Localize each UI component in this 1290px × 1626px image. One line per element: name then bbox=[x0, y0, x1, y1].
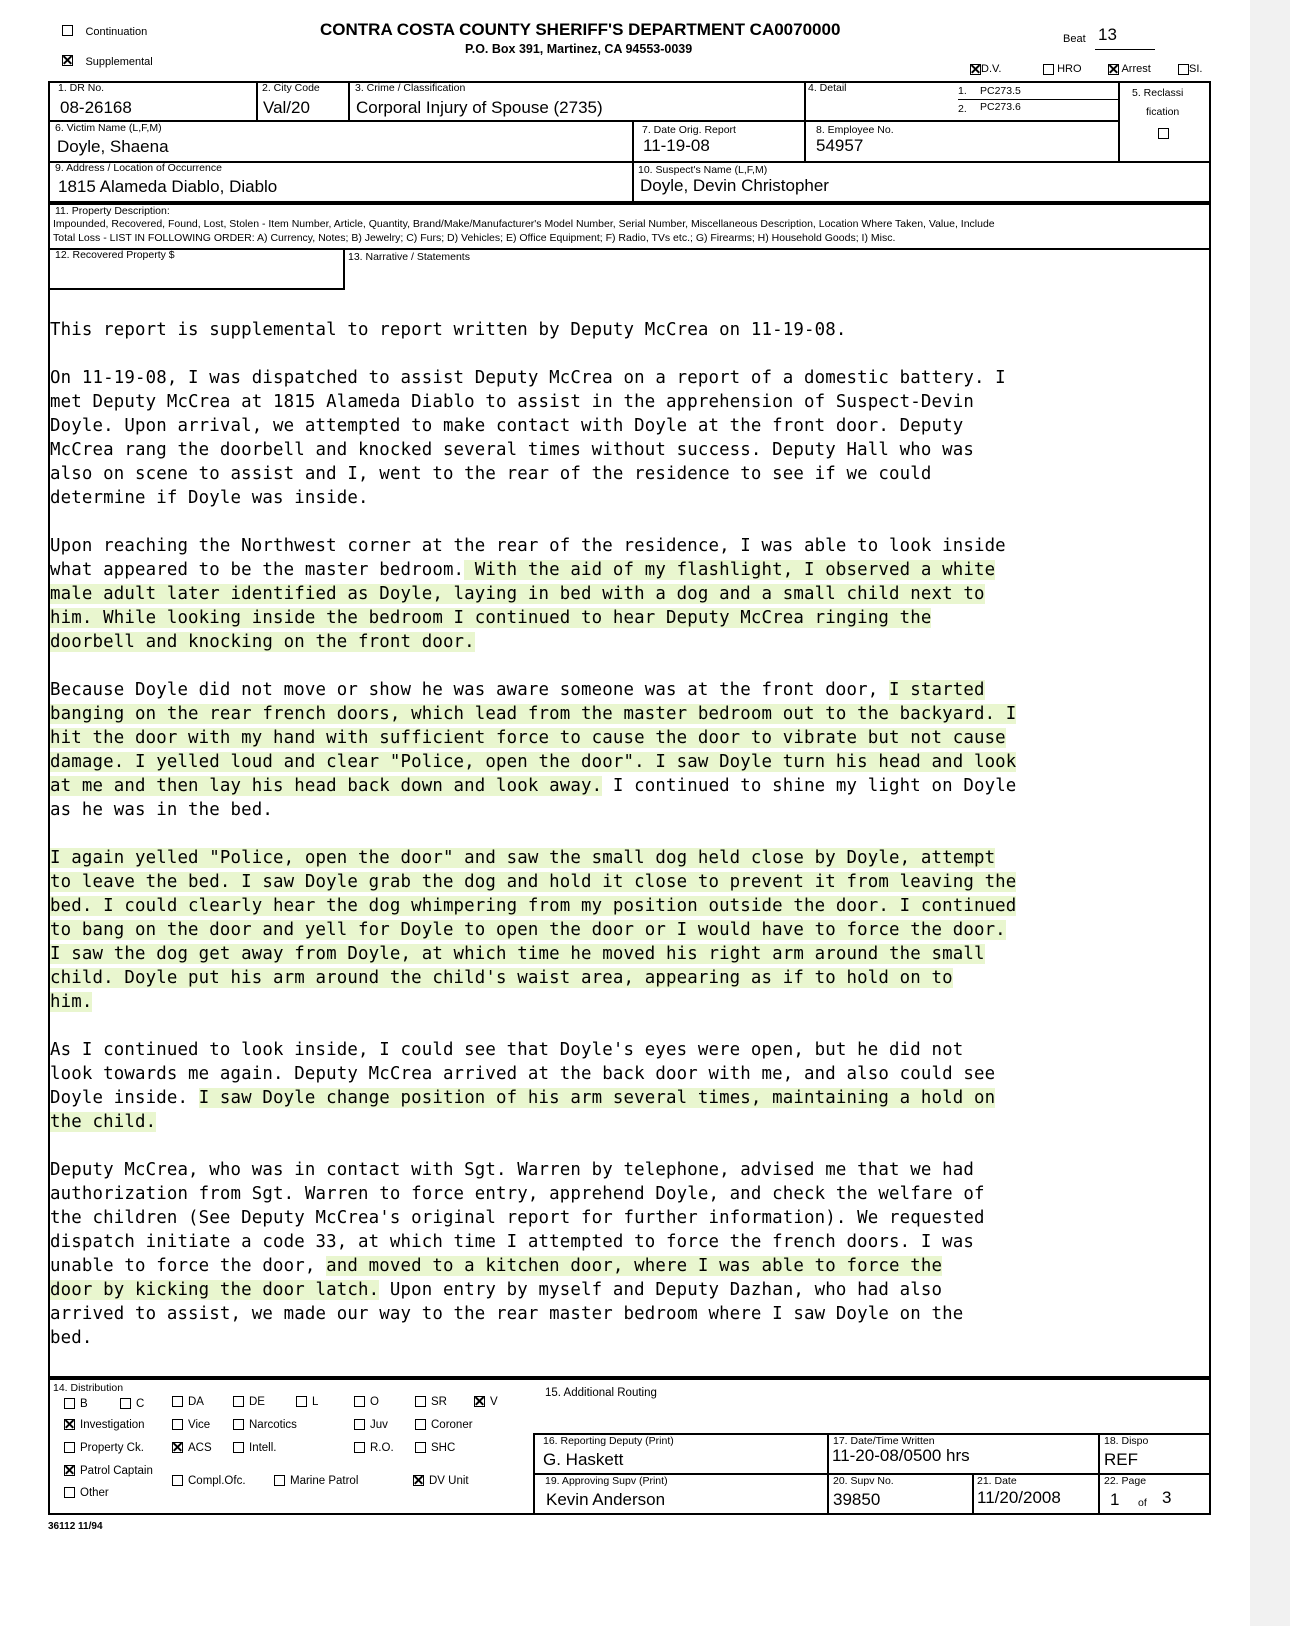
signature-col-divider bbox=[972, 1473, 974, 1515]
distribution-option[interactable] bbox=[413, 1475, 469, 1487]
dv-label: D.V. bbox=[981, 63, 1002, 75]
distribution-option-label: Juv bbox=[370, 1419, 388, 1431]
supv-no-value: 39850 bbox=[833, 1490, 881, 1509]
page-total: 3 bbox=[1162, 1488, 1172, 1507]
distribution-option[interactable] bbox=[296, 1396, 318, 1408]
distribution-checkbox[interactable] bbox=[64, 1398, 75, 1409]
distribution-option-label: Marine Patrol bbox=[290, 1475, 359, 1487]
employee-label: 8. Employee No. bbox=[816, 124, 894, 136]
reclassification-label-2: fication bbox=[1146, 106, 1180, 118]
distribution-option[interactable] bbox=[354, 1396, 379, 1408]
col-divider bbox=[804, 81, 806, 161]
distribution-checkbox[interactable] bbox=[354, 1419, 365, 1430]
distribution-checkbox[interactable] bbox=[64, 1487, 75, 1498]
distribution-checkbox[interactable] bbox=[233, 1419, 244, 1430]
supplemental-checkbox[interactable] bbox=[62, 55, 73, 66]
distribution-option[interactable] bbox=[172, 1419, 210, 1431]
distribution-option-label: O bbox=[370, 1396, 379, 1408]
hro-label: HRO bbox=[1057, 63, 1082, 75]
dr-no-label: 1. DR No. bbox=[58, 82, 105, 94]
detail-1-number: 1. bbox=[958, 85, 967, 97]
dr-no-value: 08-26168 bbox=[60, 98, 132, 117]
distribution-option-label: R.O. bbox=[370, 1442, 394, 1454]
detail-2-value: PC273.6 bbox=[980, 101, 1021, 113]
narrative-p4: Because Doyle did not move or show he was aware someone was at the front door, bbox=[50, 680, 889, 700]
distribution-checkbox[interactable] bbox=[172, 1419, 183, 1430]
page-label: 22. Page bbox=[1104, 1475, 1147, 1487]
distribution-option[interactable] bbox=[64, 1442, 144, 1454]
page-number: 1 bbox=[1110, 1490, 1120, 1509]
beat-underline bbox=[1095, 49, 1155, 50]
col-divider bbox=[632, 120, 634, 203]
col-divider bbox=[1118, 81, 1120, 161]
narrative-p7-highlight: and moved to a kitchen door, where I was able to force the door by kicking the door latch. bbox=[50, 1256, 943, 1300]
narrative-p5-highlight: I again yelled "Police, open the door" and saw the small dog held close by Doyle, attempt to leave the bed. I saw Doyle grab the dog and hold it close to prevent it from leaving the bed. I could clearly hear the dog whimpering from my position outside the door. I continued to bang on the door and yell for Doyle to open the door or I would have to force the door. I saw the dog get away from Doyle, at which time he moved his right arm around the small child. Doyle put his arm around the child's waist area, appearing as if to hold on to him. bbox=[50, 848, 1017, 1012]
distribution-option[interactable] bbox=[233, 1442, 277, 1454]
reclassification-checkbox[interactable] bbox=[1158, 128, 1169, 139]
distribution-label: 14. Distribution bbox=[53, 1382, 124, 1394]
victim-value: Doyle, Shaena bbox=[57, 137, 169, 156]
distribution-checkbox[interactable] bbox=[296, 1396, 307, 1407]
distribution-option-label: Narcotics bbox=[249, 1419, 297, 1431]
narrative-p6: As I continued to look inside, I could see that Doyle's eyes were open, but he did not look towards me again. Deputy McCrea arrived at the back door with me, and also could see Doyle inside. bbox=[50, 1040, 996, 1108]
narrative-p7: Deputy McCrea, who was in contact with Sgt. Warren by telephone, advised me that we had authorization from Sgt. Warren to force entry, apprehend Doyle, and check the welfare of the children (See Deputy McCrea's original report for further information). We requested dispatch initiate a code 33, at which time I attempted to force the french doors. I was unable to force the door, bbox=[50, 1160, 985, 1276]
row-divider-2 bbox=[48, 161, 1211, 163]
distribution-option-label: DA bbox=[188, 1396, 204, 1408]
property-instructions-2: Total Loss - LIST IN FOLLOWING ORDER: A) Currency, Notes; B) Jewelry; C) Furs; D) Vehicles; E) Office Equipment; F) Radio, TVs etc.; G) Firearms; H) Household Goods; I) Misc. bbox=[53, 232, 896, 244]
narrative-p6-highlight: I saw Doyle change position of his arm several times, maintaining a hold on the child. bbox=[50, 1088, 996, 1132]
distribution-checkbox[interactable] bbox=[354, 1442, 365, 1453]
beat-label: Beat bbox=[1063, 33, 1086, 45]
city-code-label: 2. City Code bbox=[262, 82, 320, 94]
dispo-label: 18. Dispo bbox=[1104, 1435, 1149, 1447]
distribution-option-label: Property Ck. bbox=[80, 1442, 144, 1454]
narrative-p4-end: I continued to shine my light on Doyle as he was in the bed. bbox=[50, 776, 1017, 820]
distribution-checkbox[interactable] bbox=[415, 1419, 426, 1430]
approving-supv-label: 19. Approving Supv (Print) bbox=[545, 1475, 668, 1487]
distribution-option-label: Patrol Captain bbox=[80, 1465, 153, 1477]
supplemental-label: Supplemental bbox=[85, 56, 153, 68]
detail-label: 4. Detail bbox=[808, 82, 847, 94]
department-title: CONTRA COSTA COUNTY SHERIFF'S DEPARTMENT CA0070000 bbox=[320, 20, 841, 39]
narrative-text bbox=[50, 318, 1200, 1350]
supv-no-label: 20. Supv No. bbox=[833, 1475, 894, 1487]
distribution-option-label: B bbox=[80, 1398, 88, 1410]
distribution-checkbox[interactable] bbox=[172, 1396, 183, 1407]
distribution-option[interactable] bbox=[172, 1442, 212, 1454]
distribution-option-label: C bbox=[136, 1398, 145, 1410]
distribution-option[interactable] bbox=[415, 1442, 455, 1454]
form-number: 36112 11/94 bbox=[48, 1521, 103, 1532]
dispo-value: REF bbox=[1104, 1450, 1138, 1469]
distribution-option-label: L bbox=[312, 1396, 319, 1408]
distribution-option[interactable] bbox=[64, 1398, 88, 1410]
distribution-checkbox[interactable] bbox=[64, 1465, 75, 1476]
arrest-checkbox[interactable] bbox=[1108, 64, 1119, 75]
crime-label: 3. Crime / Classification bbox=[355, 82, 466, 94]
supplemental-option[interactable] bbox=[62, 52, 153, 70]
arrest-label: Arrest bbox=[1121, 63, 1151, 75]
distribution-option-label: Other bbox=[80, 1487, 109, 1499]
distribution-checkbox[interactable] bbox=[474, 1396, 485, 1407]
distribution-option[interactable] bbox=[354, 1442, 394, 1454]
distribution-checkbox[interactable] bbox=[413, 1475, 424, 1486]
si-checkbox[interactable] bbox=[1178, 64, 1189, 75]
arrest-option[interactable] bbox=[1108, 63, 1151, 75]
dv-option[interactable] bbox=[970, 63, 1001, 75]
reclassification-option[interactable] bbox=[1158, 125, 1169, 143]
hro-option[interactable] bbox=[1043, 63, 1082, 75]
beat-value: 13 bbox=[1098, 25, 1117, 44]
approving-supv-value: Kevin Anderson bbox=[546, 1490, 666, 1509]
date-written-label: 17. Date/Time Written bbox=[833, 1435, 935, 1447]
dv-checkbox[interactable] bbox=[970, 64, 981, 75]
distribution-option[interactable] bbox=[64, 1487, 109, 1499]
distribution-checkbox[interactable] bbox=[64, 1442, 75, 1453]
detail-divider bbox=[958, 99, 1118, 100]
distribution-option[interactable] bbox=[120, 1398, 144, 1410]
continuation-label: Continuation bbox=[85, 26, 148, 38]
hro-checkbox[interactable] bbox=[1043, 64, 1054, 75]
date-orig-value: 11-19-08 bbox=[643, 136, 710, 155]
detail-1-value: PC273.5 bbox=[980, 85, 1021, 97]
property-instructions-1: Impounded, Recovered, Found, Lost, Stolen - Item Number, Article, Quantity, Brand/Make/Manufacturer's Model Number, Serial Number, Miscellaneous Description, Location Where Taken, Value, Include bbox=[53, 218, 995, 230]
narrative-p3: Upon reaching the Northwest corner at the rear of the residence, I was able to look inside what appeared to be the master bedroom. bbox=[50, 536, 1006, 580]
signature-col-divider bbox=[1098, 1433, 1100, 1515]
additional-routing-label: 15. Additional Routing bbox=[545, 1387, 657, 1399]
distribution-option-label: Compl.Ofc. bbox=[188, 1475, 246, 1487]
reclassification-label: 5. Reclassi bbox=[1132, 87, 1184, 99]
distribution-option[interactable] bbox=[64, 1419, 145, 1431]
distribution-checkbox[interactable] bbox=[415, 1442, 426, 1453]
distribution-checkbox[interactable] bbox=[172, 1442, 183, 1453]
suspect-label: 10. Suspect's Name (L,F,M) bbox=[638, 164, 768, 176]
date-written-value: 11-20-08/0500 hrs bbox=[832, 1446, 970, 1465]
employee-value: 54957 bbox=[816, 136, 864, 155]
distribution-option[interactable] bbox=[274, 1475, 358, 1487]
distribution-checkbox[interactable] bbox=[120, 1398, 131, 1409]
col-divider bbox=[256, 81, 258, 121]
continuation-checkbox[interactable] bbox=[62, 25, 73, 36]
col-divider bbox=[348, 81, 350, 121]
distribution-checkbox[interactable] bbox=[274, 1475, 285, 1486]
distribution-checkbox[interactable] bbox=[64, 1419, 75, 1430]
narrative-label: 13. Narrative / Statements bbox=[348, 251, 470, 263]
distribution-option[interactable] bbox=[354, 1419, 388, 1431]
distribution-option[interactable] bbox=[415, 1396, 447, 1408]
date-value: 11/20/2008 bbox=[977, 1488, 1061, 1507]
distribution-option-label: DE bbox=[249, 1396, 265, 1408]
distribution-option[interactable] bbox=[233, 1419, 297, 1431]
distribution-checkbox[interactable] bbox=[233, 1442, 244, 1453]
department-address: P.O. Box 391, Martinez, CA 94553-0039 bbox=[465, 42, 693, 56]
narrative-p3-highlight: With the aid of my flashlight, I observed a white male adult later identified as Doyle, laying in bed with a dog and a small child next to him. While looking inside the bedroom I continued to hear Deputy McCrea ringing the doorbell and knocking on the front door. bbox=[50, 560, 996, 652]
narrative-p1: This report is supplemental to report written by Deputy McCrea on 11-19-08. bbox=[50, 320, 847, 340]
distribution-checkbox[interactable] bbox=[415, 1396, 426, 1407]
distribution-option-label: Intell. bbox=[249, 1442, 277, 1454]
distribution-option-label: V bbox=[490, 1396, 498, 1408]
suspect-value: Doyle, Devin Christopher bbox=[640, 176, 829, 195]
page-margin bbox=[1250, 0, 1290, 1626]
distribution-option-label: DV Unit bbox=[429, 1475, 469, 1487]
distribution-option-label: SHC bbox=[431, 1442, 456, 1454]
distribution-option-label: ACS bbox=[188, 1442, 212, 1454]
distribution-option-label: Investigation bbox=[80, 1419, 145, 1431]
property-label: 11. Property Description: bbox=[55, 205, 170, 217]
reporting-deputy-label: 16. Reporting Deputy (Print) bbox=[543, 1435, 674, 1447]
distribution-option-label: SR bbox=[431, 1396, 447, 1408]
distribution-option[interactable] bbox=[172, 1475, 246, 1487]
distribution-option[interactable] bbox=[233, 1396, 265, 1408]
narrative-p7-end: Upon entry by myself and Deputy Dazhan, who had also arrived to assist, we made our way to the rear master bedroom where I saw Doyle on the bed. bbox=[50, 1280, 964, 1348]
distribution-checkbox[interactable] bbox=[233, 1396, 244, 1407]
address-value: 1815 Alameda Diablo, Diablo bbox=[58, 177, 278, 196]
address-label: 9. Address / Location of Occurrence bbox=[55, 162, 222, 174]
recovered-property-label: 12. Recovered Property $ bbox=[55, 249, 175, 261]
distribution-option[interactable] bbox=[474, 1396, 498, 1408]
narrative-p4-highlight: I started banging on the rear french doors, which lead from the master bedroom out to the backyard. I hit the door with my hand with sufficient force to cause the door to vibrate but not cause damage. I yelled loud and clear "Police, open the door". I saw Doyle turn his head and look at me and then lay his head back down and look away. bbox=[50, 680, 1017, 796]
distribution-checkbox[interactable] bbox=[172, 1475, 183, 1486]
distribution-option[interactable] bbox=[64, 1465, 153, 1477]
signature-col-divider bbox=[827, 1433, 829, 1515]
victim-label: 6. Victim Name (L,F,M) bbox=[55, 122, 162, 134]
si-option[interactable] bbox=[1178, 63, 1202, 75]
date-orig-label: 7. Date Orig. Report bbox=[642, 124, 736, 136]
continuation-option[interactable] bbox=[62, 22, 147, 40]
narrative-p2: On 11-19-08, I was dispatched to assist Deputy McCrea on a report of a domestic battery. I met Deputy McCrea at 1815 Alameda Diablo to assist in the apprehension of Suspect-Devin Doyle. Upon arrival, we attempted to make contact with Doyle at the front door. Deputy McCrea rang the doorbell and knocked several times without success. Deputy Hall who was also on scene to assist and I, went to the rear of the residence to see if we could determine if Doyle was inside. bbox=[50, 368, 1006, 508]
page-of: of bbox=[1138, 1497, 1147, 1509]
si-label: SI. bbox=[1189, 63, 1203, 75]
distribution-option-label: Coroner bbox=[431, 1419, 473, 1431]
distribution-checkbox[interactable] bbox=[354, 1396, 365, 1407]
crime-value: Corporal Injury of Spouse (2735) bbox=[356, 98, 603, 117]
date-label: 21. Date bbox=[977, 1475, 1017, 1487]
distribution-option[interactable] bbox=[415, 1419, 473, 1431]
distribution-option-label: Vice bbox=[188, 1419, 211, 1431]
city-code-value: Val/20 bbox=[263, 98, 310, 117]
distribution-option[interactable] bbox=[172, 1396, 204, 1408]
reporting-deputy-value: G. Haskett bbox=[543, 1450, 624, 1469]
detail-2-number: 2. bbox=[958, 103, 967, 115]
row-divider-1 bbox=[48, 120, 1120, 122]
